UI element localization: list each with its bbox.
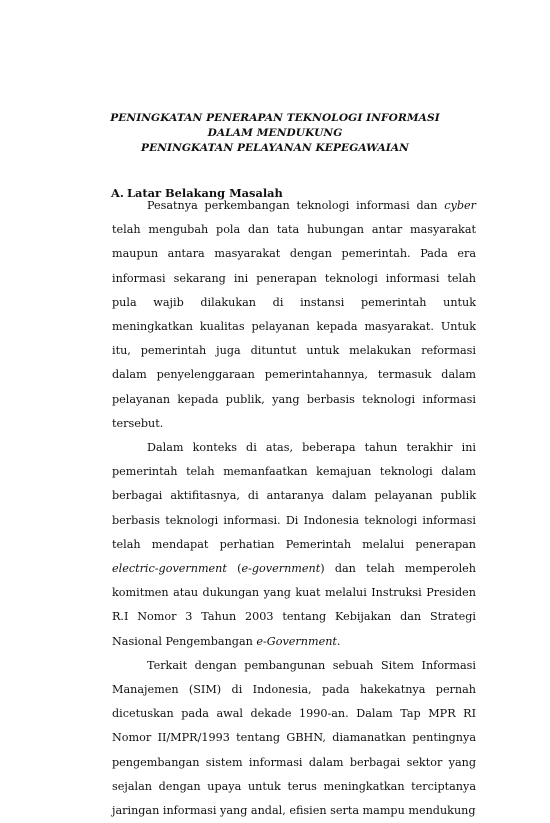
title-line-3: PENINGKATAN PELAYANAN KEPEGAWAIAN	[141, 142, 409, 154]
paragraph-2-text-a: Dalam konteks di atas, beberapa tahun terakhir ini pemerintah telah memanfaatkan kemajuan teknologi dalam berbagai aktifitasnya, di antaranya dalam pelayanan publik berbasis teknologi informasi. Di Indonesia teknologi informasi telah mendapat perhatian Pemerintah melalui penerapan	[112, 441, 476, 551]
section-title: Latar Belakang Masalah	[127, 186, 283, 200]
paragraph-2-italic-e-government-2: e-Government	[256, 634, 337, 648]
paragraph-2-text-g: .	[336, 634, 341, 648]
document-body	[112, 194, 476, 823]
paragraph-3	[112, 654, 476, 823]
paragraph-2	[112, 436, 476, 654]
paragraph-3-text-a: Terkait dengan pembangunan sebuah Sitem Informasi Manajemen (SIM) di Indonesia, pada hakekatnya pernah dicetuskan pada awal dekade 1990-an. Dalam Tap MPR RI Nomor II/MPR/1993 tentang GBHN, diamanatkan pentingnya pengembangan sistem informasi dalam berbagai sektor yang sejalan dengan upaya untuk terus meningkatkan terciptanya jaringan informasi yang andal, efisien serta mampu mendukung	[112, 658, 476, 818]
paragraph-1-italic-cyber: cyber	[444, 199, 476, 212]
title-line-2: DALAM MENDUKUNG	[207, 127, 343, 139]
document-title	[0, 111, 550, 156]
title-line-1: PENINGKATAN PENERAPAN TEKNOLOGI INFORMASI	[110, 112, 440, 124]
paragraph-1	[112, 194, 476, 436]
paragraph-1-text-a: Pesatnya perkembangan teknologi informasi dan	[147, 199, 445, 212]
paragraph-2-text-e: ) dan telah memperoleh komitmen atau dukungan yang kuat melalui Instruksi Presiden R.I Nomor 3 Tahun 2003 tentang Kebijakan dan Strategi Nasional Pengembangan	[112, 562, 477, 648]
paragraph-2-italic-electric-government: electric-government	[112, 562, 227, 576]
section-number: A.	[111, 186, 124, 200]
paragraph-2-text-c: (	[226, 562, 242, 576]
paragraph-1-text-c: telah mengubah pola dan tata hubungan antar masyarakat maupun antara masyarakat dengan pemerintah. Pada era informasi sekarang ini penerapan teknologi informasi telah pula wajib dilakukan di instansi pemerintah untuk meningkatkan kualitas pelayanan kepada masyarakat. Untuk itu, pemerintah juga dituntut untuk melakukan reformasi dalam penyelenggaraan pemerintahannya, termasuk dalam pelayanan kepada publik, yang berbasis teknologi informasi tersebut.	[112, 223, 476, 430]
paragraph-2-italic-e-government: e-government	[241, 562, 321, 576]
